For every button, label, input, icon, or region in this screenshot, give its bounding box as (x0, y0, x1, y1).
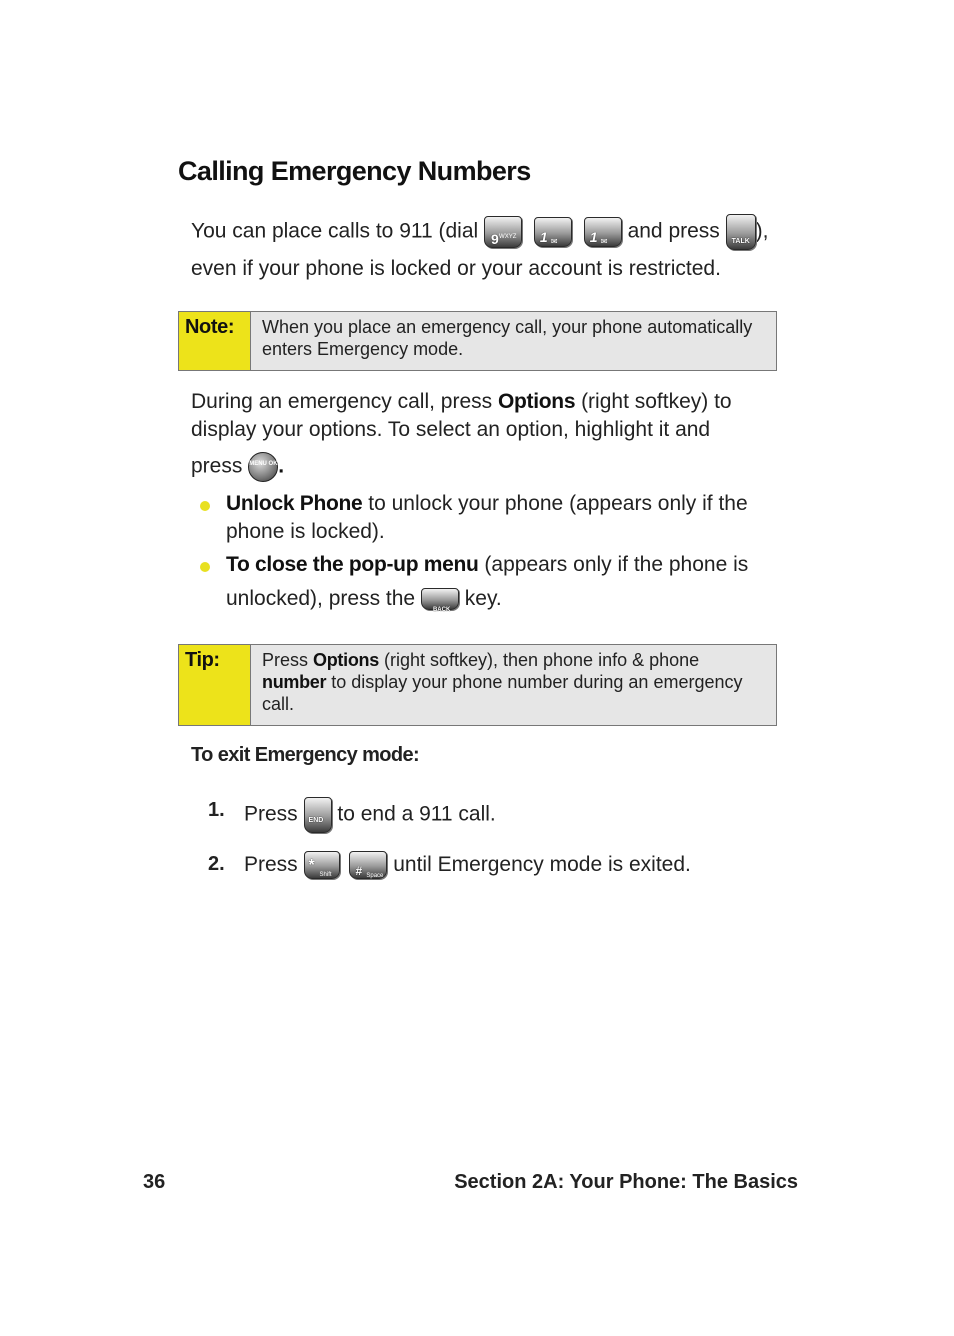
note-label: Note: (179, 312, 251, 370)
step-number: 1. (208, 799, 225, 821)
bullet-unlock-line-1: Unlock Phone to unlock your phone (appears only if the (226, 492, 748, 515)
bullet-unlock-line-2: phone is locked). (226, 520, 385, 543)
tip-text: Press Options (right softkey), then phone info & phone number to display your phone number during an emergency call. (262, 650, 743, 714)
back-key-icon: BACK (421, 588, 459, 610)
star-key-icon: * Shift (304, 851, 340, 879)
note-text: When you place an emergency call, your phone automatically enters Emergency mode. (262, 317, 753, 359)
intro-text-2: and press (627, 219, 720, 243)
end-key-icon: END (304, 797, 332, 833)
options-label: Options (497, 390, 576, 413)
during-line-3: press MENU OK . (191, 452, 284, 482)
section-title: Section 2A: Your Phone: The Basics (454, 1171, 798, 1193)
tip-label: Tip: (179, 645, 251, 725)
exit-heading: To exit Emergency mode: (191, 744, 420, 766)
nine-key-icon: 9 WXYZ (484, 216, 522, 248)
intro-line-2: even if your phone is locked or your account is restricted. (191, 257, 721, 280)
one-key-icon: 1 ✉ (584, 217, 622, 247)
note-box (178, 311, 777, 371)
during-line-1: During an emergency call, press Options (right softkey) to (191, 390, 732, 413)
menu-ok-key-icon: MENU OK (248, 452, 278, 482)
pound-key-icon: # Space (349, 851, 387, 879)
bullet-icon (200, 501, 210, 511)
during-line-2: display your options. To select an option, highlight it and (191, 418, 711, 441)
step-1: Press END to end a 911 call. (244, 797, 496, 833)
bullet-icon (200, 562, 210, 572)
page-title: Calling Emergency Numbers (178, 156, 531, 186)
intro-line-1 (191, 214, 768, 250)
envelope-icon: ✉ (600, 237, 608, 246)
bullet-close-line-2: unlocked), press the BACK key. (226, 587, 502, 614)
talk-key-icon: TALK (726, 214, 756, 250)
step-2: Press * Shift # Space until Emergency mode is exited. (244, 853, 691, 880)
step-number: 2. (208, 853, 225, 875)
intro-text: You can place calls to 911 (dial (191, 219, 479, 243)
one-key-icon: 1 ✉ (534, 217, 572, 247)
bullet-close-line-1: To close the pop-up menu (appears only if the phone is (226, 553, 749, 576)
page-number: 36 (143, 1171, 166, 1193)
intro-text-3: ), (755, 219, 769, 243)
envelope-icon: ✉ (550, 237, 558, 246)
tip-box (178, 644, 777, 726)
